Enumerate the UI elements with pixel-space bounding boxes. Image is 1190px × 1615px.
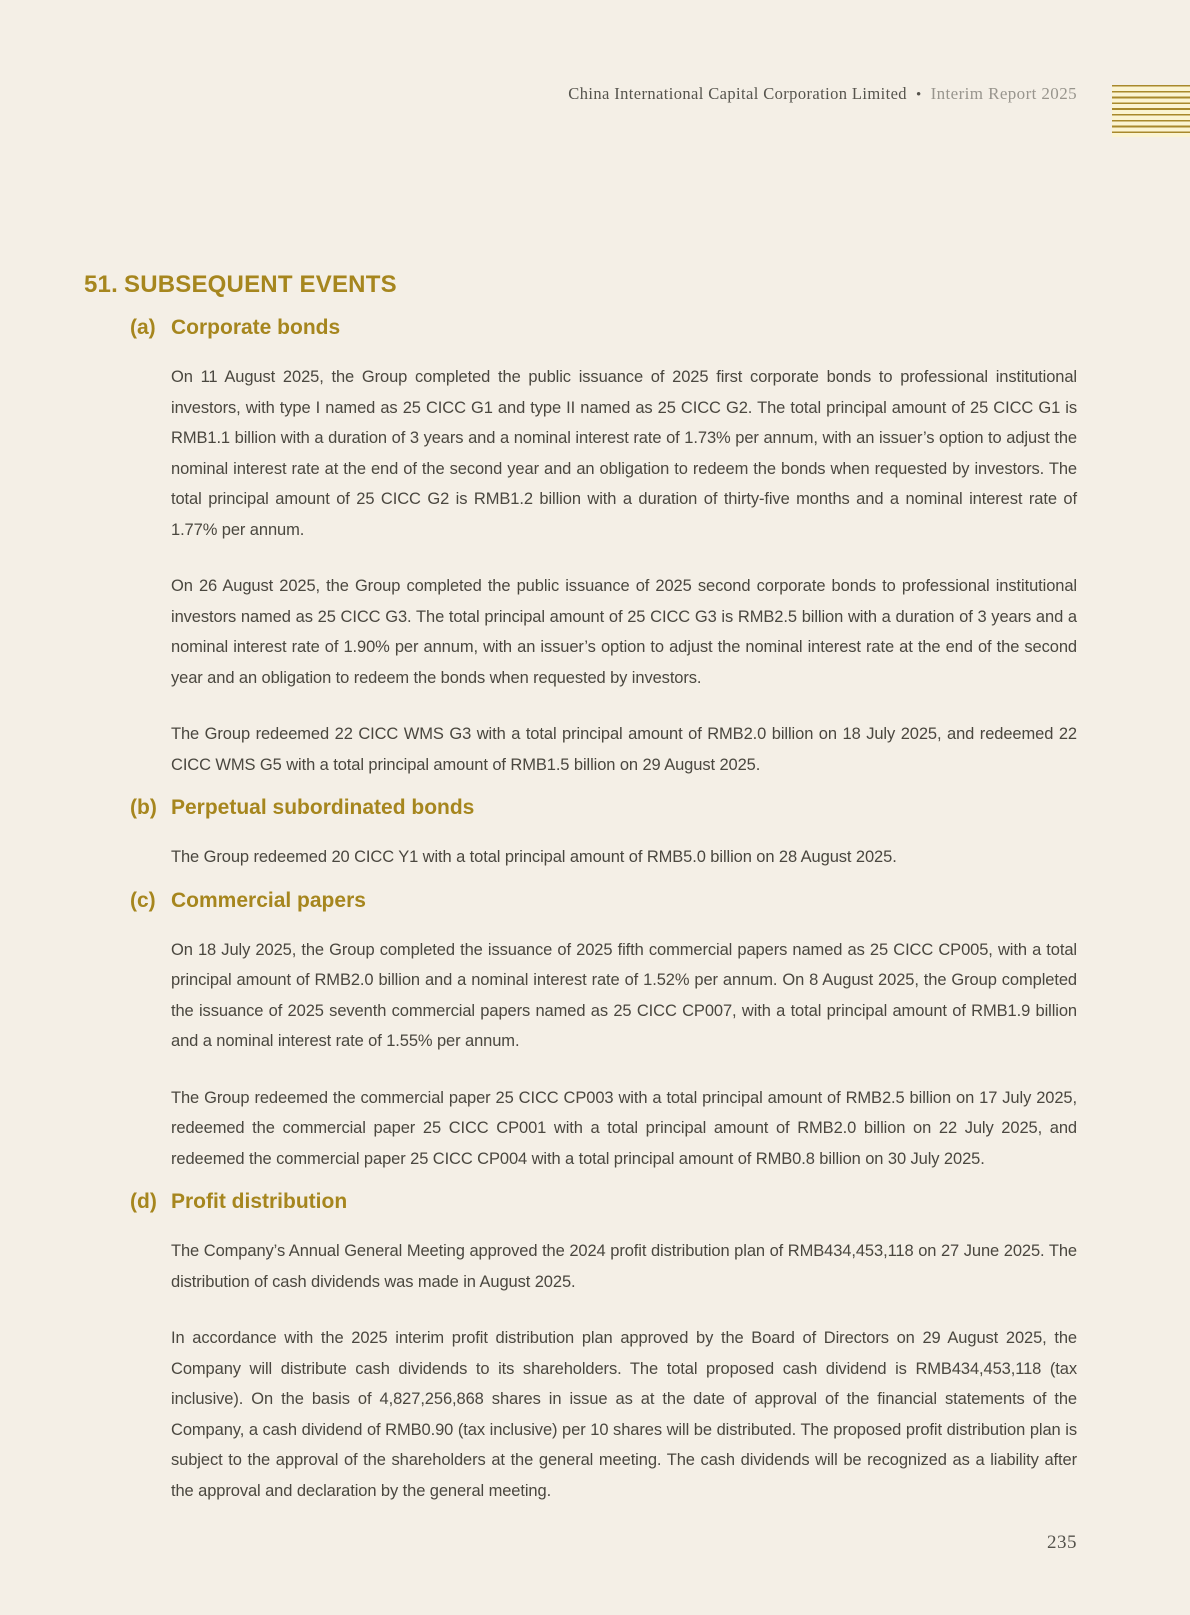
paragraph-commercial-papers-1: On 18 July 2025, the Group completed the issuance of 2025 fifth commercial papers named as 25 CICC CP005, with a total principal amount of RMB2.0 billion and a nominal interest rate of 1.52% per annum. On 8 August 2025, the Group completed the issuance of 2025 seventh commercial papers named as 25 CICC CP007, with a total principal amount of RMB1.9 billion and a nominal interest rate of 1.55% per annum. <box>171 940 1077 1050</box>
page-header <box>0 84 1077 104</box>
paragraph-corporate-bonds-3: The Group redeemed 22 CICC WMS G3 with a total principal amount of RMB2.0 billion on 18 July 2025, and redeemed 22 CICC WMS G5 with a total principal amount of RMB1.5 billion on 29 August 2025. <box>171 725 1077 774</box>
paragraph-profit-distribution-2: In accordance with the 2025 interim profit distribution plan approved by the Board of Directors on 29 August 2025, the Company will distribute cash dividends to its shareholders. The total proposed cash dividend is RMB434,453,118 (tax inclusive). On the basis of 4,827,256,868 shares in issue as at the date of approval of the financial statements of the Company, a cash dividend of RMB0.90 (tax inclusive) per 10 shares will be distributed. The proposed profit distribution plan is subject to the approval of the shareholders at the general meeting. The cash dividends will be recognized as a liability after the approval and declaration by the general meeting. <box>171 1329 1077 1500</box>
paragraph-commercial-papers-2: The Group redeemed the commercial paper 25 CICC CP003 with a total principal amount of RMB2.5 billion on 17 July 2025, redeemed the commercial paper 25 CICC CP001 with a total principal amount of RMB2.0 billion on 22 July 2025, and redeemed the commercial paper 25 CICC CP004 with a total principal amount of RMB0.8 billion on 30 July 2025. <box>171 1088 1077 1168</box>
paragraph-profit-distribution-1: The Company’s Annual General Meeting approved the 2024 profit distribution plan of RMB434,453,118 on 27 June 2025. The distribution of cash dividends was made in August 2025. <box>171 1242 1077 1291</box>
company-name: China International Capital Corporation Limited <box>568 84 907 103</box>
subsection-label: (b) <box>130 796 157 819</box>
subsection-label: (d) <box>130 1190 157 1213</box>
section-heading <box>84 270 1077 300</box>
subsection-title: Corporate bonds <box>171 316 341 339</box>
subsection-heading <box>130 794 1077 822</box>
page-footer <box>0 1532 1077 1554</box>
subsection-title: Perpetual subordinated bonds <box>171 796 475 819</box>
subsection-title: Commercial papers <box>171 888 366 912</box>
subsection-label: (a) <box>130 316 156 339</box>
paragraph-perpetual-bonds-1: The Group redeemed 20 CICC Y1 with a total principal amount of RMB5.0 billion on 28 August 2025. <box>171 848 897 866</box>
subsection-heading <box>130 314 1077 342</box>
subsection-heading <box>130 887 1077 915</box>
subsection-commercial-papers <box>130 887 1077 1175</box>
gold-stripes-icon <box>1112 85 1190 137</box>
subsection-label: (c) <box>130 888 156 912</box>
subsection-corporate-bonds <box>130 314 1077 780</box>
subsection-heading <box>130 1188 1077 1216</box>
page-number: 235 <box>1047 1532 1077 1553</box>
section-number: 51. <box>84 271 118 298</box>
separator-bullet: • <box>915 87 922 103</box>
paragraph-corporate-bonds-1: On 11 August 2025, the Group completed the public issuance of 2025 first corporate bonds to professional institutional investors, with type I named as 25 CICC G1 and type II named as 25 CICC G2. The total principal amount of 25 CICC G1 is RMB1.1 billion with a duration of 3 years and a nominal interest rate of 1.73% per annum, with an issuer’s option to adjust the nominal interest rate at the end of the second year and an obligation to redeem the bonds when requested by investors. The total principal amount of 25 CICC G2 is RMB1.2 billion with a duration of thirty-five months and a nominal interest rate of 1.77% per annum. <box>171 368 1077 539</box>
section-title: SUBSEQUENT EVENTS <box>124 271 397 298</box>
subsection-perpetual-subordinated-bonds <box>130 794 1077 873</box>
subsection-profit-distribution <box>130 1188 1077 1506</box>
paragraph-corporate-bonds-2: On 26 August 2025, the Group completed the public issuance of 2025 second corporate bonds to professional institutional investors named as 25 CICC G3. The total principal amount of 25 CICC G3 is RMB2.5 billion with a duration of 3 years and a nominal interest rate of 1.90% per annum, with an issuer’s option to adjust the nominal interest rate at the end of the second year and an obligation to redeem the bonds when requested by investors. <box>171 577 1077 687</box>
subsection-title: Profit distribution <box>171 1190 348 1213</box>
page-content <box>84 270 1077 1506</box>
report-title: Interim Report 2025 <box>930 84 1077 103</box>
